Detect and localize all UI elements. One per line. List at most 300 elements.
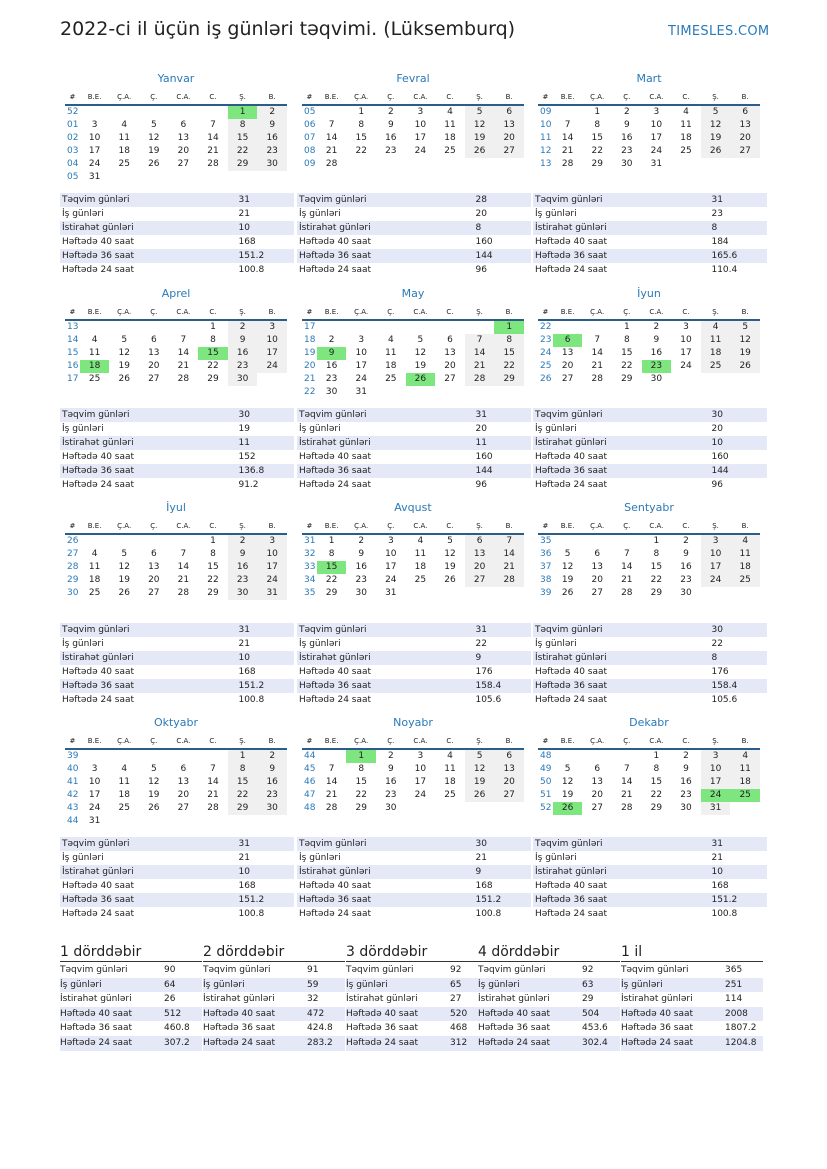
summary-value: 512: [164, 1008, 182, 1019]
month-stats: [533, 623, 767, 707]
day-cell: 2: [387, 107, 394, 117]
week-number: 47: [304, 790, 316, 800]
summary-label: Həftədə 36 saat: [478, 1023, 551, 1034]
week-row: [302, 106, 524, 119]
day-cell: 6: [730, 106, 760, 119]
day-cell: 27: [465, 574, 495, 587]
summary-label: Həftədə 24 saat: [346, 1037, 419, 1048]
stat-row: [533, 436, 767, 450]
day-header: C.A.: [176, 522, 191, 530]
day-cell: 11: [385, 348, 397, 358]
day-cell: 21: [177, 361, 190, 371]
day-header: B.E.: [324, 737, 339, 745]
stat-row: [60, 851, 294, 865]
day-cell: 26: [148, 159, 160, 169]
day-header: Ç.A.: [117, 522, 132, 530]
day-cell: 13: [591, 777, 603, 787]
day-header: Ç.A.: [354, 522, 369, 530]
stat-row: [297, 637, 531, 651]
day-cell: 4: [730, 535, 760, 548]
stat-label: İş günləri: [62, 853, 104, 863]
day-header: Ç.: [623, 93, 631, 101]
day-cell: 28: [561, 159, 574, 169]
day-header: Ş.: [239, 737, 246, 745]
day-cell: 13: [465, 548, 495, 561]
day-cell: 9: [387, 120, 394, 130]
day-cell: [553, 750, 583, 763]
day-cell: [317, 321, 347, 334]
stat-value: 160: [475, 237, 493, 247]
week-row: [65, 334, 287, 347]
stat-label: Həftədə 40 saat: [62, 452, 135, 462]
stat-row: [297, 865, 531, 879]
day-cell: [139, 106, 169, 119]
day-cell: 1: [594, 107, 601, 117]
brand-link[interactable]: TIMESLES.COM: [668, 24, 770, 39]
day-cell: 20: [591, 575, 603, 585]
day-cell: 9: [358, 549, 365, 559]
summary-value: 460.8: [164, 1023, 190, 1034]
day-cell: [582, 750, 612, 763]
day-cell: 30: [228, 373, 258, 386]
day-cell: [228, 171, 258, 184]
day-cell: 26: [406, 373, 436, 386]
day-cell: 17: [701, 776, 731, 789]
month-name: Fevral: [396, 72, 430, 85]
stat-label: Həftədə 40 saat: [535, 452, 608, 462]
day-cell: [730, 158, 760, 171]
summary-row: [346, 1036, 488, 1051]
week-number: 20: [304, 361, 316, 371]
day-cell: 3: [701, 535, 731, 548]
summary-value: 91: [307, 965, 319, 975]
stat-label: İstirahət günləri: [62, 223, 134, 233]
summary-row: [478, 1036, 620, 1051]
day-cell: 3: [653, 107, 660, 117]
day-cell: 26: [701, 145, 731, 158]
stat-label: Həftədə 24 saat: [299, 909, 372, 919]
stat-value: 100.8: [238, 695, 265, 705]
stat-value: 105.6: [711, 695, 738, 705]
stat-label: Həftədə 36 saat: [62, 466, 135, 476]
stat-row: [297, 263, 531, 277]
stat-label: Həftədə 40 saat: [299, 237, 372, 247]
day-cell: 15: [650, 562, 663, 572]
stat-label: Təqvim günləri: [62, 410, 130, 420]
summary-value: 114: [725, 994, 743, 1005]
day-cell: 12: [730, 334, 760, 347]
day-cell: 7: [623, 764, 630, 774]
day-cell: 30: [680, 588, 692, 598]
day-header: #: [69, 737, 76, 745]
day-cell: [406, 587, 436, 600]
day-cell: [139, 321, 169, 334]
stat-label: Həftədə 40 saat: [62, 881, 135, 891]
day-header: B.: [505, 522, 513, 530]
month-stats: [60, 193, 294, 277]
day-header: C.: [682, 308, 690, 316]
stat-label: Təqvim günləri: [299, 839, 367, 849]
day-cell: 31: [385, 588, 397, 598]
day-cell: [730, 587, 760, 600]
day-header: C.: [446, 308, 454, 316]
week-row: [302, 145, 524, 158]
stat-row: [297, 478, 531, 492]
day-cell: 17: [257, 561, 287, 574]
month-name: Aprel: [161, 287, 191, 300]
day-cell: [582, 321, 612, 334]
stat-row: [60, 436, 294, 450]
day-cell: 1: [653, 751, 660, 761]
week-number: 42: [67, 790, 79, 800]
month-name: İyul: [166, 501, 186, 514]
summary-row: [60, 1021, 202, 1036]
day-cell: 9: [387, 764, 394, 774]
day-cell: [494, 158, 524, 171]
summary-block: [346, 943, 488, 1051]
stat-label: İstirahət günləri: [535, 653, 607, 663]
day-header: B.E.: [87, 308, 102, 316]
day-header: C.A.: [413, 93, 428, 101]
summary-value: 29: [582, 994, 594, 1005]
day-cell: 11: [730, 548, 760, 561]
day-cell: 2: [328, 335, 335, 345]
stat-value: 176: [475, 667, 493, 677]
day-cell: 13: [177, 133, 190, 143]
day-cell: 29: [325, 588, 338, 598]
day-cell: 27: [591, 803, 603, 813]
day-cell: 18: [701, 347, 731, 360]
day-cell: 12: [444, 549, 456, 559]
stat-row: [533, 464, 767, 478]
day-cell: [435, 802, 465, 815]
day-header: Ç.: [150, 308, 158, 316]
stat-label: Həftədə 24 saat: [62, 909, 135, 919]
stat-row: [60, 679, 294, 693]
day-cell: 25: [730, 574, 760, 587]
day-header: B.E.: [324, 522, 339, 530]
stat-label: Həftədə 40 saat: [299, 452, 372, 462]
summary-label: Həftədə 36 saat: [203, 1023, 276, 1034]
stat-label: İş günləri: [535, 853, 577, 863]
stat-label: Həftədə 24 saat: [62, 695, 135, 705]
week-row: [302, 119, 524, 132]
stat-value: 10: [238, 223, 250, 233]
day-cell: 8: [228, 763, 258, 776]
week-row: [538, 334, 760, 347]
stat-value: 168: [238, 667, 256, 677]
day-cell: [198, 815, 228, 828]
day-cell: 29: [650, 803, 663, 813]
day-cell: 4: [121, 764, 128, 774]
summary-label: Təqvim günləri: [621, 965, 689, 975]
day-header: B.: [505, 308, 513, 316]
summary-row: [621, 963, 763, 978]
stat-row: [533, 679, 767, 693]
stat-value: 20: [475, 209, 487, 219]
stat-value: 160: [711, 452, 729, 462]
day-cell: [435, 386, 465, 399]
summary-value: 27: [450, 994, 462, 1005]
stat-value: 105.6: [475, 695, 502, 705]
week-number: 02: [67, 133, 79, 143]
day-cell: 3: [257, 535, 287, 548]
week-row: [65, 360, 287, 373]
stat-label: Təqvim günləri: [62, 195, 130, 205]
day-cell: 5: [447, 536, 453, 546]
week-row: [538, 750, 760, 763]
summary-title: 1 dörddəbir: [60, 943, 202, 962]
week-number: 18: [304, 335, 316, 345]
day-header: B.: [268, 93, 276, 101]
day-cell: 7: [594, 335, 601, 345]
summary-value: 283.2: [307, 1037, 333, 1048]
day-cell: 10: [88, 133, 101, 143]
month-name: Sentyabr: [624, 501, 674, 514]
summary-label: İstirahət günləri: [346, 994, 418, 1005]
day-cell: [109, 321, 139, 334]
day-cell: 12: [118, 562, 130, 572]
day-cell: 2: [683, 536, 689, 546]
day-cell: 13: [730, 119, 760, 132]
day-cell: 14: [465, 347, 495, 360]
stat-value: 30: [238, 410, 250, 420]
day-cell: 18: [680, 133, 692, 143]
day-cell: 20: [591, 790, 603, 800]
day-cell: 10: [680, 335, 692, 345]
day-cell: 24: [88, 159, 101, 169]
week-number: 22: [304, 387, 316, 397]
stat-row: [60, 422, 294, 436]
day-header: B.E.: [560, 93, 575, 101]
day-cell: 1: [346, 750, 376, 763]
day-cell: 23: [680, 790, 692, 800]
stat-value: 31: [711, 839, 723, 849]
week-row: [302, 158, 524, 171]
week-row: [65, 750, 287, 763]
day-header: Ç.A.: [590, 522, 605, 530]
day-cell: 20: [561, 361, 574, 371]
day-cell: 12: [561, 562, 574, 572]
day-cell: 4: [91, 549, 98, 559]
day-cell: 15: [228, 132, 258, 145]
day-cell: 10: [257, 548, 287, 561]
week-number: 40: [67, 764, 79, 774]
day-header: Ç.A.: [590, 308, 605, 316]
week-row: [302, 334, 524, 347]
week-number: 23: [540, 335, 552, 345]
week-number: 05: [304, 107, 316, 117]
day-cell: [376, 386, 406, 399]
stat-label: İş günləri: [299, 853, 341, 863]
day-header: #: [542, 93, 549, 101]
day-cell: 6: [180, 764, 187, 774]
summary-title: 4 dörddəbir: [478, 943, 620, 962]
week-row: [302, 347, 524, 360]
day-cell: 20: [177, 790, 190, 800]
day-cell: 15: [228, 776, 258, 789]
day-cell: 4: [730, 750, 760, 763]
week-number: 22: [540, 322, 552, 332]
day-cell: 14: [207, 133, 219, 143]
stat-value: 136.8: [238, 466, 265, 476]
day-cell: 20: [148, 361, 160, 371]
stat-label: Həftədə 40 saat: [299, 667, 372, 677]
day-cell: 11: [88, 348, 101, 358]
day-cell: 16: [257, 776, 287, 789]
summary-block: [621, 943, 763, 1051]
day-cell: 3: [91, 120, 98, 130]
day-cell: [169, 535, 199, 548]
stat-value: 168: [475, 881, 493, 891]
day-cell: 14: [561, 133, 574, 143]
day-header: Ş.: [712, 93, 719, 101]
week-number: 48: [540, 751, 552, 761]
week-number: 34: [304, 575, 316, 585]
day-header: B.: [741, 308, 749, 316]
stat-label: Həftədə 36 saat: [535, 681, 608, 691]
stat-label: İstirahət günləri: [535, 867, 607, 877]
day-cell: 1: [228, 106, 258, 119]
day-cell: 2: [683, 751, 689, 761]
day-cell: 30: [650, 374, 663, 384]
stat-row: [60, 907, 294, 921]
day-cell: [169, 321, 199, 334]
day-cell: [109, 815, 139, 828]
stat-value: 100.8: [475, 909, 502, 919]
day-cell: 1: [358, 107, 365, 117]
day-header: #: [306, 308, 313, 316]
day-cell: 3: [701, 750, 731, 763]
day-header: Ç.: [387, 93, 395, 101]
day-cell: 5: [465, 750, 495, 763]
stat-value: 144: [475, 251, 493, 261]
month-name: Oktyabr: [153, 716, 199, 729]
summary-label: İş günləri: [621, 979, 663, 990]
day-cell: 23: [257, 789, 287, 802]
summary-row: [621, 1007, 763, 1022]
day-cell: 16: [325, 361, 338, 371]
day-header: C.A.: [649, 737, 664, 745]
month-stats: [533, 408, 767, 492]
stat-row: [533, 450, 767, 464]
stat-row: [533, 851, 767, 865]
day-cell: 8: [653, 764, 660, 774]
day-cell: 21: [207, 790, 219, 800]
stat-row: [297, 837, 531, 851]
stat-label: İstirahət günləri: [299, 867, 371, 877]
stat-row: [297, 221, 531, 235]
day-header-row: [302, 735, 524, 750]
day-cell: 25: [701, 360, 731, 373]
stat-label: Həftədə 24 saat: [299, 265, 372, 275]
week-row: [538, 776, 760, 789]
day-cell: 27: [561, 374, 574, 384]
day-cell: [553, 321, 583, 334]
day-cell: 14: [621, 777, 633, 787]
stat-row: [297, 436, 531, 450]
month-stats: [533, 837, 767, 921]
summary-label: İş günləri: [203, 979, 245, 990]
day-cell: 25: [88, 588, 101, 598]
day-cell: 10: [257, 334, 287, 347]
summary-value: 365: [725, 965, 743, 975]
stat-row: [60, 207, 294, 221]
stat-row: [533, 893, 767, 907]
month-calendar: [538, 501, 760, 600]
summary-value: 92: [450, 965, 462, 975]
month-stats: [533, 193, 767, 277]
day-cell: 23: [257, 145, 287, 158]
stat-row: [60, 478, 294, 492]
day-cell: 27: [444, 374, 456, 384]
day-header-row: [302, 520, 524, 535]
day-cell: 20: [494, 132, 524, 145]
day-cell: 10: [701, 548, 731, 561]
day-cell: 21: [561, 146, 574, 156]
week-number: 27: [67, 549, 79, 559]
day-cell: 8: [653, 549, 660, 559]
day-cell: 4: [683, 107, 689, 117]
day-header: Ş.: [239, 93, 246, 101]
day-cell: [671, 158, 701, 171]
day-cell: 11: [444, 120, 456, 130]
stat-row: [60, 193, 294, 207]
summary-row: [203, 1036, 345, 1051]
day-cell: [494, 587, 524, 600]
stat-label: Həftədə 24 saat: [535, 480, 608, 490]
day-cell: 17: [414, 777, 427, 787]
day-cell: 26: [561, 588, 574, 598]
day-cell: 19: [730, 347, 760, 360]
day-header: B.: [741, 93, 749, 101]
week-row: [302, 763, 524, 776]
day-header: B.: [268, 308, 276, 316]
week-row: [65, 321, 287, 334]
day-cell: 23: [642, 360, 672, 373]
month-name: Dekabr: [629, 716, 669, 729]
day-header: #: [542, 737, 549, 745]
week-number: 39: [67, 751, 79, 761]
summary-row: [621, 1036, 763, 1051]
day-cell: 5: [730, 321, 760, 334]
stat-row: [60, 263, 294, 277]
stat-row: [533, 478, 767, 492]
day-cell: 10: [385, 549, 397, 559]
day-cell: 17: [701, 561, 731, 574]
day-cell: 12: [118, 348, 130, 358]
day-cell: [465, 158, 495, 171]
summary-value: 468: [450, 1023, 468, 1034]
stat-value: 151.2: [238, 895, 265, 905]
day-cell: 21: [621, 575, 633, 585]
stat-row: [533, 207, 767, 221]
day-cell: 6: [447, 335, 453, 345]
day-cell: 28: [591, 374, 603, 384]
day-cell: 18: [730, 561, 760, 574]
day-cell: 23: [325, 374, 338, 384]
day-cell: 11: [414, 549, 427, 559]
week-row: [538, 587, 760, 600]
day-cell: 14: [177, 348, 190, 358]
day-header: Ç.A.: [354, 308, 369, 316]
day-cell: 3: [91, 764, 98, 774]
summary-value: 65: [450, 979, 462, 990]
week-row: [65, 171, 287, 184]
day-cell: 9: [623, 120, 630, 130]
stat-value: 31: [475, 625, 487, 635]
day-header: C.: [209, 522, 217, 530]
